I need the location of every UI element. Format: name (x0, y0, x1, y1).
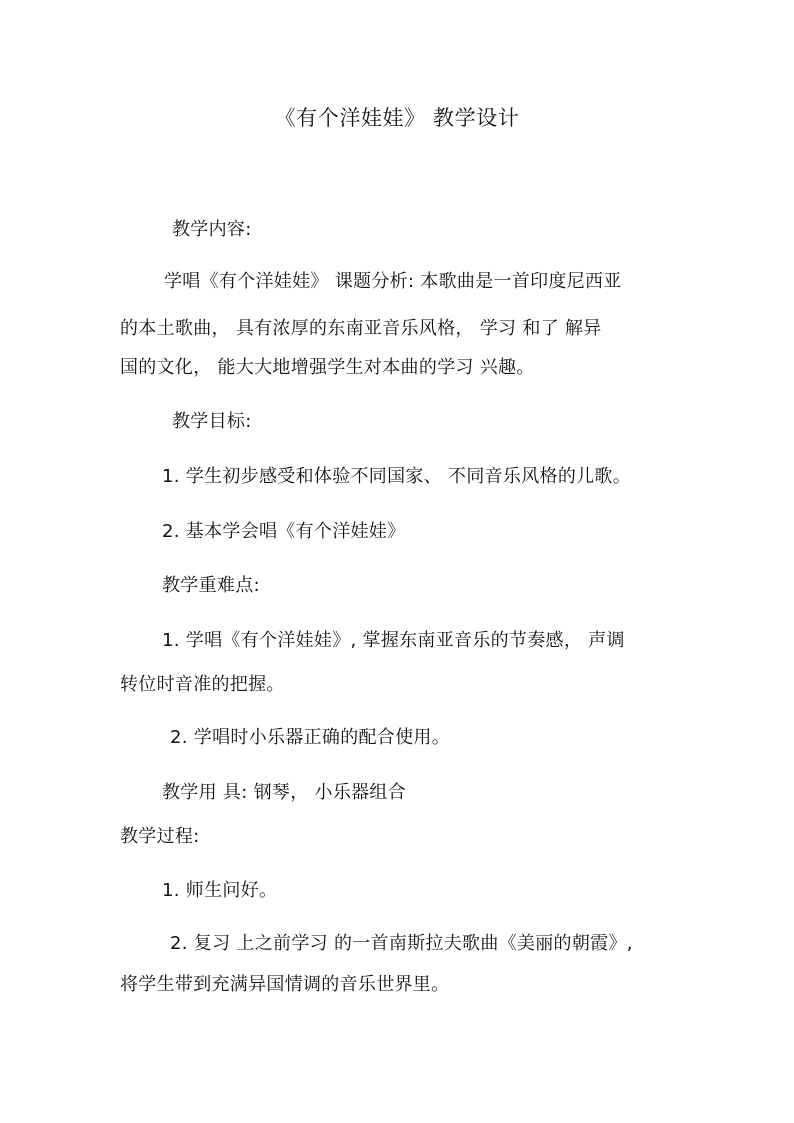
difficulty-heading: 教学重难点: (162, 575, 260, 596)
difficulty-item-1-line-2: 转位时音准的把握。 (120, 674, 285, 695)
content-paragraph-line-2: 的本土歌曲， 具有浓厚的东南亚音乐风格， 学习 和了 解异 (120, 318, 602, 339)
difficulty-item-1-line-1: 1. 学唱《有个洋娃娃》, 掌握东南亚音乐的节奏感， 声调 (162, 630, 625, 651)
goal-item-2: 2. 基本学会唱《有个洋娃娃》 (162, 521, 406, 542)
process-step-2-line-1: 2. 复习 上之前学习 的一首南斯拉夫歌曲《美丽的朝霞》, (170, 933, 633, 954)
content-heading: 教学内容: (172, 219, 252, 240)
content-paragraph-line-3: 国的文化， 能大大地增强学生对本曲的学习 兴趣。 (120, 357, 535, 378)
teaching-tools: 教学用 具: 钢琴， 小乐器组合 (162, 782, 407, 803)
process-step-1: 1. 师生问好。 (162, 880, 278, 901)
document-title: 《有个洋娃娃》 教学设计 (274, 106, 520, 130)
content-paragraph-line-1: 学唱《有个洋娃娃》 课题分析: 本歌曲是一首印度尼西亚 (164, 271, 622, 292)
goals-heading: 教学目标: (172, 411, 252, 432)
goal-item-1: 1. 学生初步感受和体验不同国家、 不同音乐风格的儿歌。 (162, 466, 632, 487)
process-step-2-line-2: 将学生带到充满异国情调的音乐世界里。 (120, 974, 450, 995)
difficulty-item-2: 2. 学唱时小乐器正确的配合使用。 (170, 727, 450, 748)
process-heading: 教学过程: (120, 826, 200, 847)
